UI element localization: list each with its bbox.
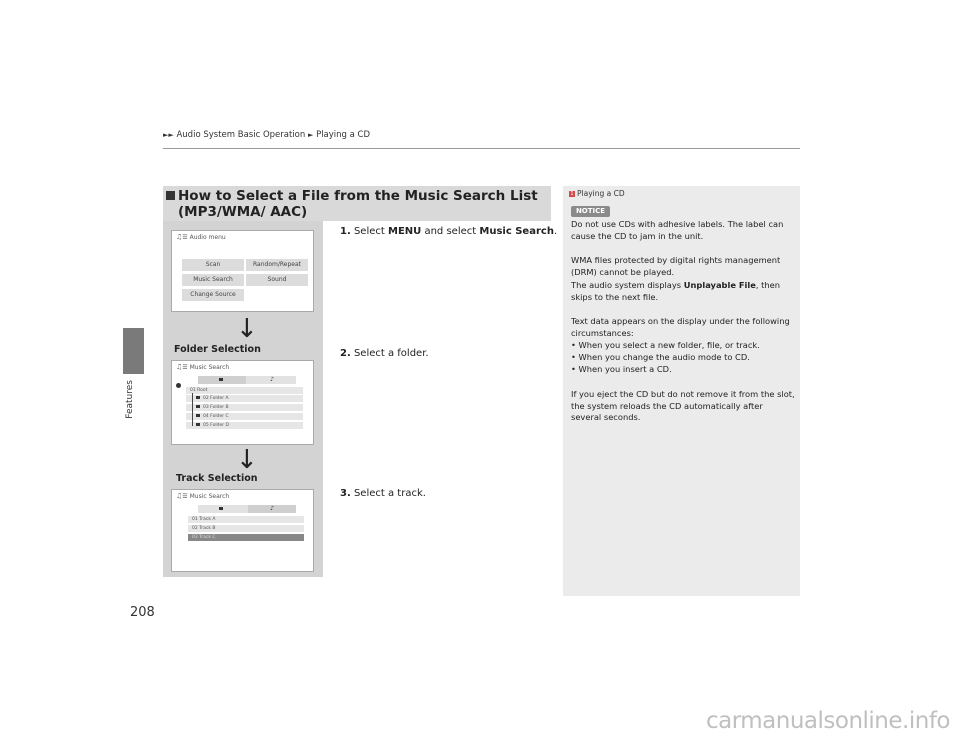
back-icon[interactable] bbox=[176, 383, 181, 388]
info-header bbox=[569, 189, 625, 198]
bullet-text: When you select a new folder, file, or track. bbox=[578, 340, 760, 350]
sidebar-tab bbox=[123, 328, 144, 374]
breadcrumb-part-1[interactable]: Audio System Basic Operation bbox=[176, 130, 306, 140]
folder-row-label: 05 Folder D bbox=[203, 423, 229, 428]
change-source-button[interactable]: Change Source bbox=[182, 289, 244, 301]
folder-row[interactable] bbox=[186, 395, 303, 402]
info-paragraph bbox=[571, 280, 795, 303]
folder-icon bbox=[219, 378, 223, 381]
search-tabs bbox=[198, 376, 296, 384]
music-note-icon: ♫ bbox=[176, 233, 183, 241]
audio-menu-screen bbox=[171, 230, 314, 312]
step-text: Select bbox=[353, 226, 385, 237]
bullet-text: When you insert a CD. bbox=[578, 364, 672, 374]
folder-row[interactable]: 01 Root bbox=[186, 387, 303, 394]
track-row[interactable]: 01 Track A bbox=[188, 516, 304, 523]
step-2 bbox=[340, 348, 429, 359]
folder-icon bbox=[196, 423, 200, 426]
watermark: carmanualsonline.info bbox=[705, 708, 950, 734]
info-text: The audio system displays bbox=[571, 280, 682, 290]
step-text: Select a track. bbox=[353, 488, 426, 499]
breadcrumb-arrow-icon: ►► bbox=[163, 131, 174, 139]
menu-keyword: MENU bbox=[388, 226, 422, 237]
step-number: 1. bbox=[340, 226, 351, 237]
info-paragraph: Do not use CDs with adhesive labels. The label can cause the CD to jam in the unit. bbox=[571, 219, 784, 241]
breadcrumb bbox=[163, 130, 370, 140]
header-divider bbox=[163, 148, 800, 149]
info-paragraph: WMA files protected by digital rights management (DRM) cannot be played. bbox=[571, 255, 781, 277]
breadcrumb-part-2[interactable]: Playing a CD bbox=[316, 130, 371, 140]
step-text: Select a folder. bbox=[353, 348, 429, 359]
screen-title: Audio menu bbox=[189, 234, 226, 241]
music-note-icon: ♪ bbox=[270, 376, 274, 383]
search-tabs bbox=[198, 505, 296, 513]
step-number: 2. bbox=[340, 348, 351, 359]
info-paragraph: If you eject the CD but do not remove it from the slot, the system reloads the CD automatically after several seconds. bbox=[571, 389, 795, 423]
screen-header bbox=[176, 233, 226, 241]
folder-row[interactable] bbox=[186, 422, 303, 429]
notice-badge: NOTICE bbox=[571, 206, 610, 217]
folder-search-screen bbox=[171, 360, 314, 445]
info-bullet: • When you insert a CD. bbox=[571, 364, 672, 374]
info-bullet: • When you select a new folder, file, or track. bbox=[571, 340, 760, 350]
tab-track[interactable] bbox=[248, 376, 296, 384]
page-number: 208 bbox=[130, 605, 155, 620]
music-note-icon: ♪ bbox=[270, 505, 274, 512]
folder-icon bbox=[196, 405, 200, 408]
info-header-text: Playing a CD bbox=[577, 189, 625, 198]
step-3 bbox=[340, 488, 426, 499]
folder-icon bbox=[196, 414, 200, 417]
section-square-icon bbox=[166, 191, 175, 200]
track-row-selected[interactable]: 03 Track C bbox=[188, 534, 304, 541]
screen-title: Music Search bbox=[189, 364, 230, 371]
folder-row-label: 03 Folder B bbox=[203, 405, 229, 410]
sidebar-label: Features bbox=[125, 380, 135, 419]
step-number: 3. bbox=[340, 488, 351, 499]
info-text: , then skips to the next file. bbox=[571, 280, 780, 302]
folder-icon bbox=[196, 396, 200, 399]
section-title: How to Select a File from the Music Search List (MP3/WMA/ AAC) bbox=[178, 188, 538, 220]
bullet-text: When you change the audio mode to CD. bbox=[578, 352, 750, 362]
folder-selection-caption: Folder Selection bbox=[174, 344, 261, 355]
screen-header bbox=[176, 492, 229, 500]
screen-illustrations bbox=[163, 221, 323, 577]
tree-connector bbox=[192, 393, 193, 426]
folder-row[interactable] bbox=[186, 413, 303, 420]
info-paragraph: Text data appears on the display under the following circumstances: bbox=[571, 316, 790, 338]
list-icon: ☰ bbox=[182, 493, 188, 500]
step-1 bbox=[340, 226, 557, 237]
music-search-button[interactable]: Music Search bbox=[182, 274, 244, 286]
sound-button[interactable]: Sound bbox=[246, 274, 308, 286]
track-selection-caption: Track Selection bbox=[176, 473, 258, 484]
track-row[interactable]: 02 Track B bbox=[188, 525, 304, 532]
folder-row-label: 02 Folder A bbox=[203, 396, 229, 401]
down-arrow-icon: ↓ bbox=[236, 445, 258, 475]
down-arrow-icon: ↓ bbox=[236, 314, 258, 344]
random-repeat-button[interactable]: Random/Repeat bbox=[246, 259, 308, 271]
folder-icon bbox=[219, 507, 223, 510]
music-note-icon: ♫ bbox=[176, 492, 183, 500]
breadcrumb-arrow-icon: ► bbox=[307, 131, 314, 139]
reference-icon: 1 bbox=[570, 191, 574, 197]
list-icon: ☰ bbox=[182, 364, 188, 371]
unplayable-file-keyword: Unplayable File bbox=[683, 280, 756, 290]
info-bullet: • When you change the audio mode to CD. bbox=[571, 352, 750, 362]
folder-row[interactable] bbox=[186, 404, 303, 411]
step-text: and select bbox=[424, 226, 477, 237]
folder-row-label: 04 Folder C bbox=[203, 414, 229, 419]
music-note-icon: ♫ bbox=[176, 363, 183, 371]
step-text: . bbox=[553, 226, 558, 237]
track-search-screen bbox=[171, 489, 314, 572]
tab-folder[interactable] bbox=[198, 376, 246, 384]
screen-header bbox=[176, 363, 229, 371]
music-search-keyword: Music Search bbox=[479, 226, 554, 237]
tab-track[interactable] bbox=[248, 505, 296, 513]
scan-button[interactable]: Scan bbox=[182, 259, 244, 271]
tab-folder[interactable] bbox=[198, 505, 246, 513]
list-icon: ☰ bbox=[182, 234, 188, 241]
screen-title: Music Search bbox=[189, 493, 230, 500]
